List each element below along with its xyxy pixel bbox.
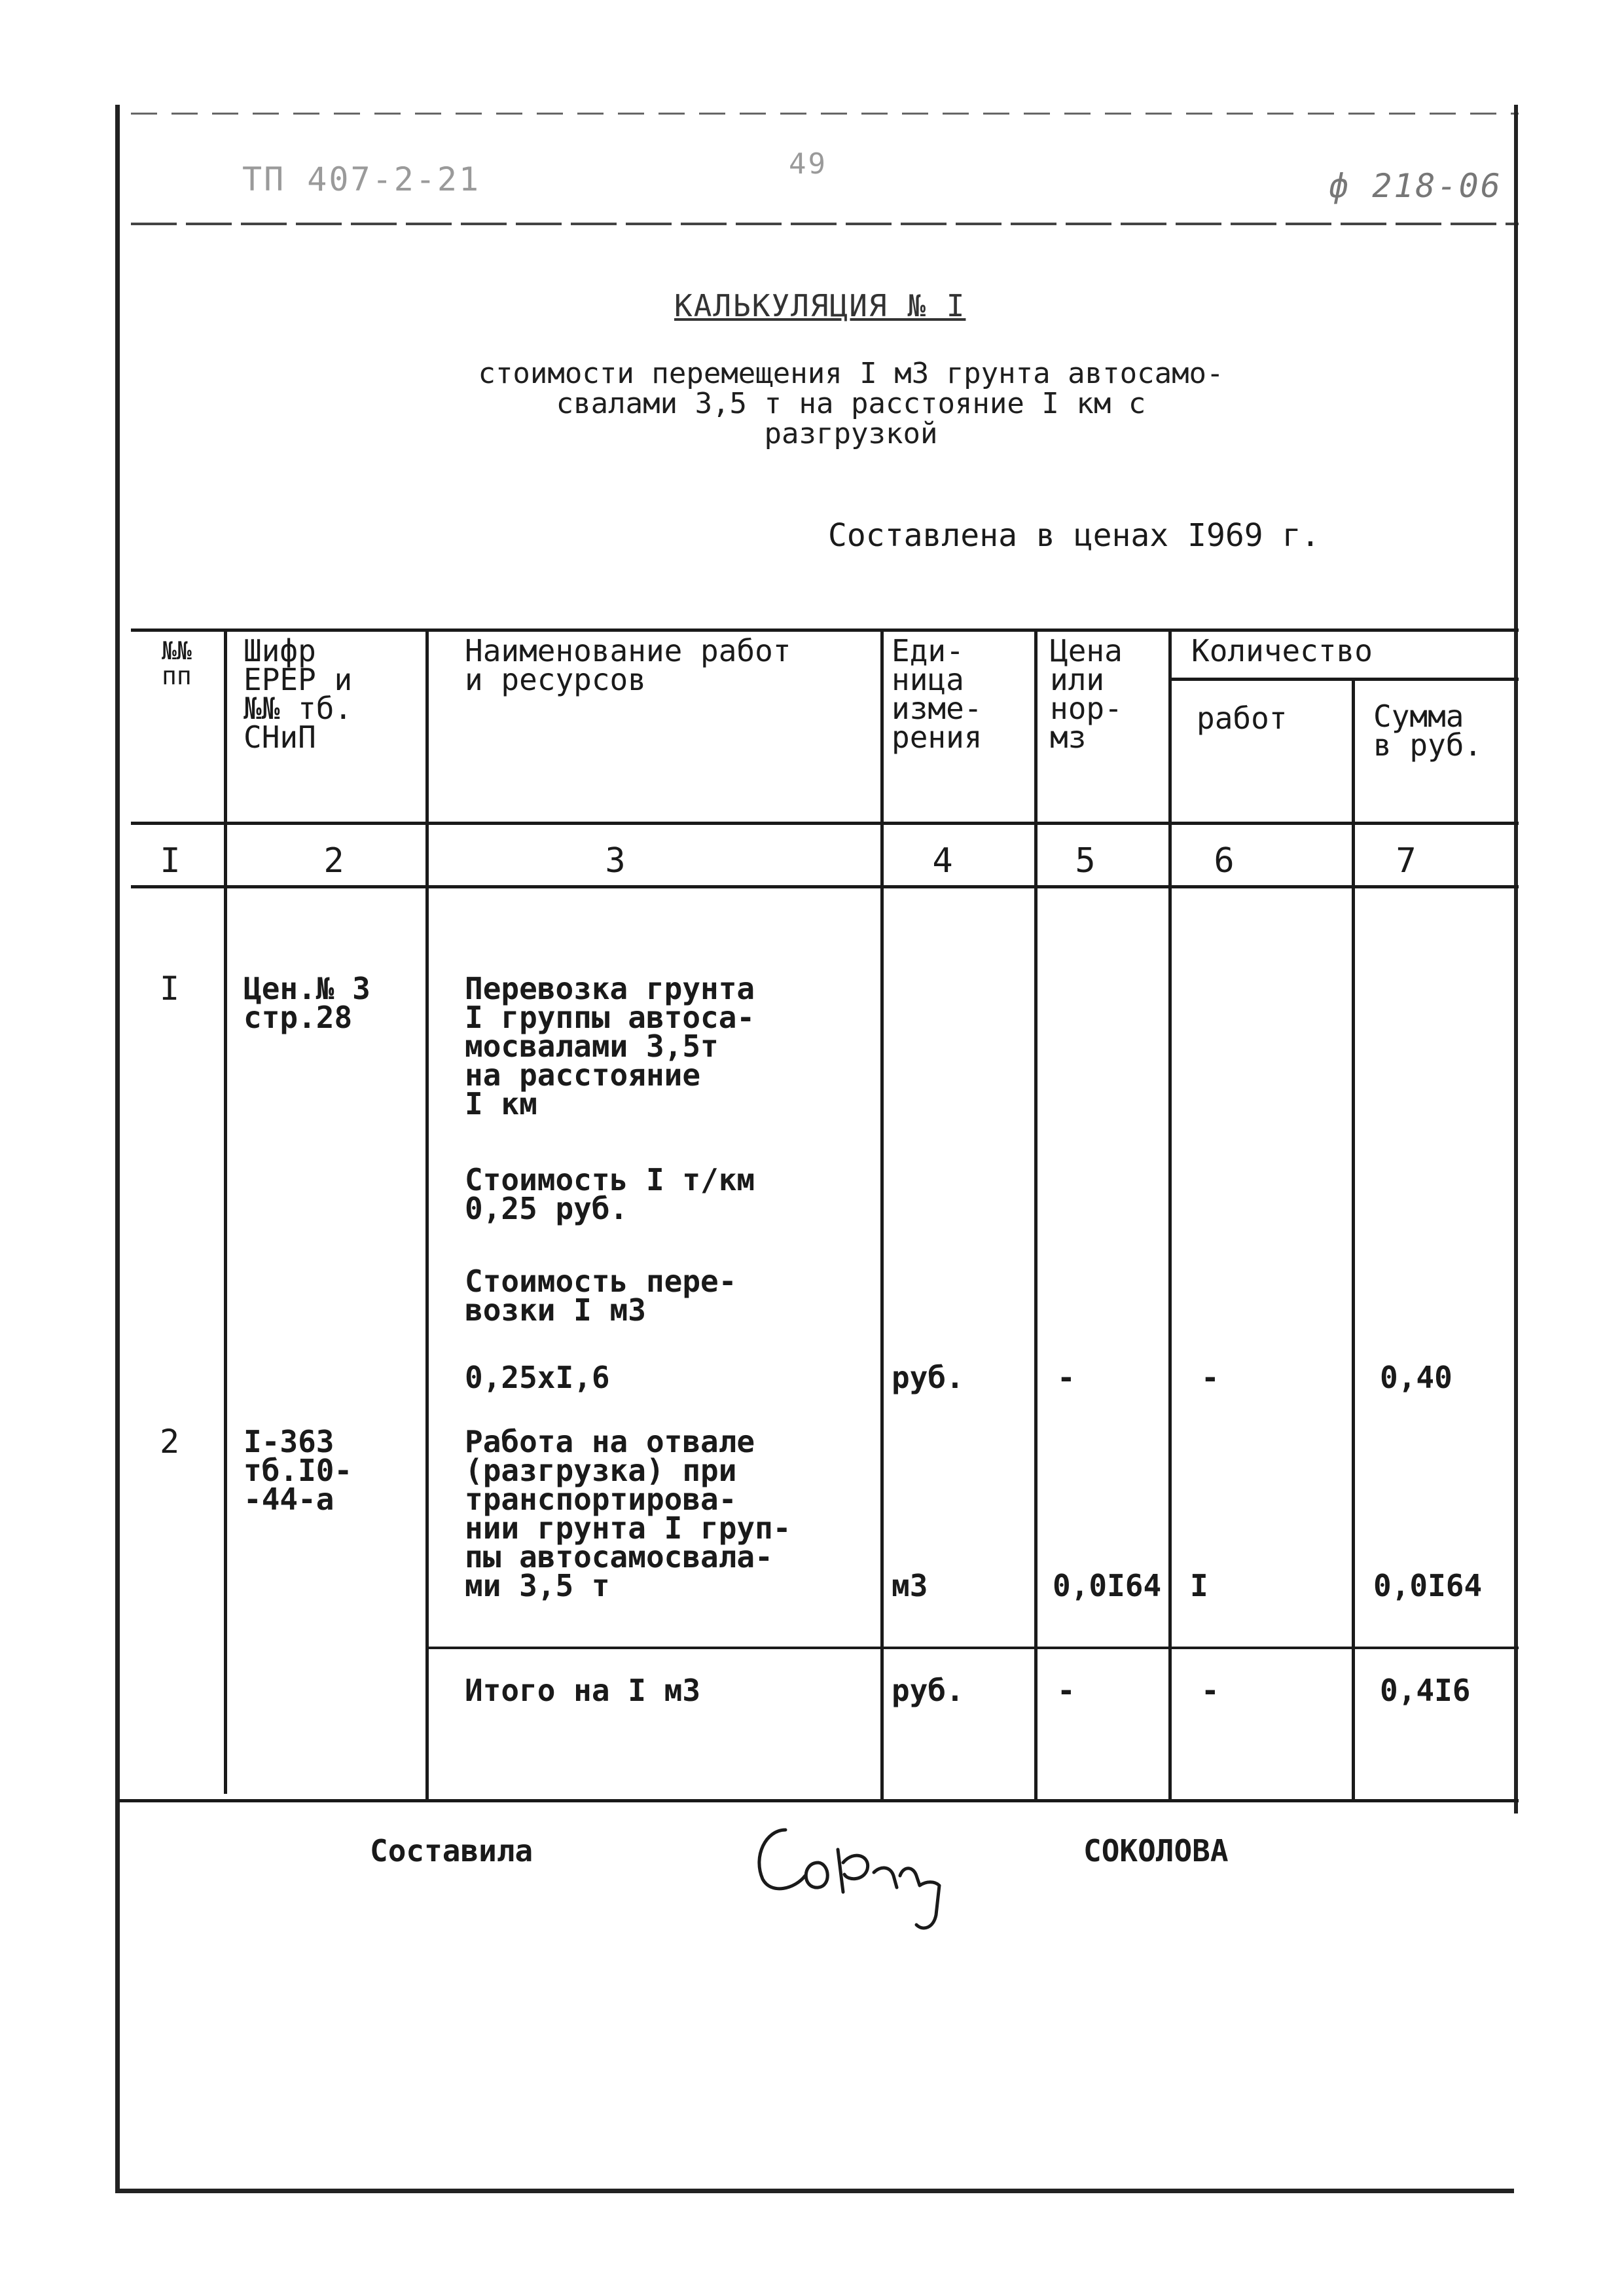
- total-quantity: -: [1201, 1673, 1219, 1708]
- header-quantity: Количество: [1191, 633, 1373, 668]
- header-line: пп: [162, 661, 192, 690]
- row-note-line: возки I м3: [465, 1292, 646, 1328]
- header-line: Наименование работ: [465, 633, 791, 668]
- header-line: №№ тб.: [244, 691, 353, 726]
- header-line: Шифр: [244, 633, 316, 668]
- row-name-line: пы автосамосвала-: [465, 1539, 773, 1575]
- header-line: ница: [892, 662, 964, 697]
- row-name: [465, 971, 755, 1121]
- header-works: работ: [1197, 701, 1288, 736]
- row-name-line: Перевозка грунта: [465, 971, 755, 1006]
- row-name-line: I км: [465, 1086, 537, 1121]
- header-code: [244, 633, 353, 755]
- table-bottom-rule: [118, 1799, 1519, 1802]
- colnum-bottom-rule: [131, 885, 1519, 888]
- document-subtitle: [393, 359, 1309, 449]
- sheet-right-border: [1514, 105, 1518, 1813]
- header-line: и ресурсов: [465, 662, 646, 697]
- row-quantity: I: [1190, 1568, 1208, 1603]
- total-label: Итого на I м3: [465, 1673, 701, 1708]
- col-divider: [1168, 629, 1172, 1799]
- header-sum: [1373, 699, 1483, 763]
- col-divider: [880, 629, 884, 1800]
- row-sum: 0,0I64: [1373, 1568, 1483, 1603]
- row-name-line: мосвалами 3,5т: [465, 1029, 719, 1064]
- header-bottom-rule: [131, 822, 1519, 825]
- header-line: рения: [892, 720, 983, 755]
- header-line: мз: [1050, 720, 1087, 755]
- column-number: 7: [1396, 841, 1416, 881]
- row-code-line: I-363: [244, 1424, 334, 1459]
- row-note-line: 0,25 руб.: [465, 1191, 628, 1226]
- subtitle-line: стоимости перемещения I м3 грунта автосамо-: [478, 357, 1224, 390]
- row-price: -: [1057, 1360, 1075, 1395]
- header-line: Сумма: [1373, 699, 1464, 734]
- row-price: 0,0I64: [1053, 1568, 1162, 1603]
- row-unit: руб.: [892, 1360, 964, 1395]
- column-number: I: [160, 841, 181, 881]
- column-number: 6: [1214, 841, 1235, 881]
- row-code-line: Цен.№ 3: [244, 971, 370, 1006]
- total-price: -: [1057, 1673, 1075, 1708]
- prices-note: Составлена в ценах I969 г.: [828, 517, 1320, 554]
- row-name-line: ми 3,5 т: [465, 1568, 610, 1603]
- row-unit: м3: [892, 1568, 928, 1603]
- signature-label: Составила: [370, 1833, 533, 1868]
- row-note: [465, 1162, 755, 1226]
- row-note-line: Стоимость пере-: [465, 1264, 737, 1299]
- row-name-line: Работа на отвале: [465, 1424, 755, 1459]
- subtitle-line: разгрузкой: [764, 417, 938, 450]
- row-code: [244, 971, 370, 1035]
- column-number: 3: [605, 841, 626, 881]
- header-line: в руб.: [1373, 727, 1483, 763]
- row-code: [244, 1424, 353, 1517]
- header-line: СНиП: [244, 720, 316, 755]
- total-sum: 0,4I6: [1380, 1673, 1471, 1708]
- column-number: 5: [1075, 841, 1096, 881]
- document-title: КАЛЬКУЛЯЦИЯ № I: [674, 288, 966, 323]
- row-number: I: [160, 970, 180, 1008]
- header-line: №№: [162, 636, 192, 665]
- column-number: 2: [323, 841, 344, 881]
- row-code-line: стр.28: [244, 1000, 353, 1035]
- row-name: [465, 1424, 791, 1603]
- stamp-center: 49: [789, 147, 827, 181]
- col-divider: [224, 629, 227, 1794]
- table-top-rule: [131, 629, 1519, 632]
- row-code-line: -44-а: [244, 1482, 334, 1517]
- col-divider: [425, 629, 429, 1799]
- subtitle-line: свалами 3,5 т на расстояние I км с: [556, 387, 1146, 420]
- signatory-name: СОКОЛОВА: [1083, 1833, 1229, 1868]
- header-price: [1050, 633, 1123, 755]
- header-num: [162, 638, 192, 688]
- row-code-line: тб.I0-: [244, 1453, 353, 1488]
- row-name-line: на расстояние: [465, 1057, 701, 1093]
- qty-sub-rule: [1172, 678, 1519, 681]
- row-name-line: транспортирова-: [465, 1482, 737, 1517]
- handwritten-signature: [740, 1804, 975, 1935]
- header-line: нор-: [1050, 691, 1123, 726]
- row-quantity: -: [1201, 1360, 1219, 1395]
- row-name-line: (разгрузка) при: [465, 1453, 737, 1488]
- row-note-line: Стоимость I т/км: [465, 1162, 755, 1197]
- row-name-line: I группы автоса-: [465, 1000, 755, 1035]
- header-name: [465, 633, 791, 697]
- col-divider: [1034, 629, 1038, 1799]
- header-line: ЕРЕР и: [244, 662, 353, 697]
- col-divider: [1352, 678, 1355, 1799]
- header-line: или: [1050, 662, 1105, 697]
- row-name-line: нии грунта I груп-: [465, 1510, 791, 1546]
- column-number: 4: [932, 841, 953, 881]
- header-line: Еди-: [892, 633, 964, 668]
- header-unit: [892, 633, 983, 755]
- row-note: [465, 1264, 737, 1328]
- total-unit: руб.: [892, 1673, 964, 1708]
- row-number: 2: [160, 1423, 180, 1461]
- row-calc: 0,25xI,6: [465, 1360, 610, 1395]
- stamp-left: ТП 407-2-21: [242, 160, 481, 198]
- stamp-right: ф 218-06: [1329, 167, 1502, 205]
- header-line: изме-: [892, 691, 983, 726]
- header-line: Цена: [1050, 633, 1123, 668]
- row-sum: 0,40: [1380, 1360, 1453, 1395]
